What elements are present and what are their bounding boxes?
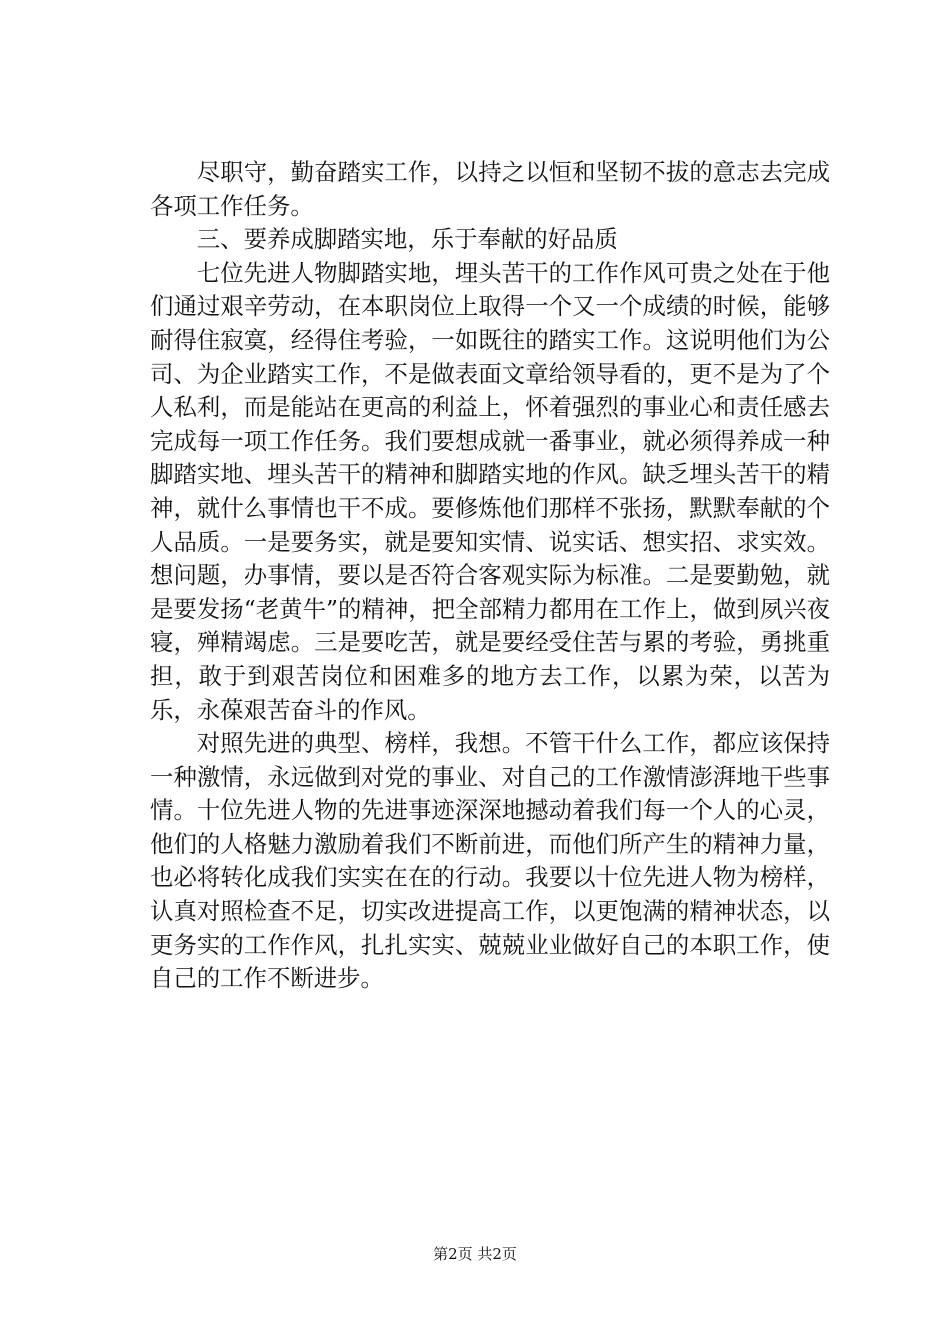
section-heading: 三、要养成脚踏实地，乐于奉献的好品质 [196,225,618,254]
paragraph-body: 对照先进的典型、榜样，我想。不管干什么工作，都应该保持一种激情，永远做到对党的事业、对自己的工作激情澎湃地干些事情。十位先进人物的先进事迹深深地撼动着我们每一个人的心灵，他们的人格魅力激励着我们不断前进，而他们所产生的精神力量，也必将转化成我们实实在在的行动。我要以十位先进人物为榜样，认真对照检查不足，切实改进提高工作，以更饱满的精神状态，以更务实的工作作风，扎扎实实、兢兢业业做好自己的本职工作，使自己的工作不断进步。 [150,729,830,993]
paragraph-body: 七位先进人物脚踏实地，埋头苦干的工作作风可贵之处在于他们通过艰辛劳动，在本职岗位上取得一个又一个成绩的时候，能够耐得住寂寞，经得住考验，一如既往的踏实工作。这说明他们为公司、为企业踏实工作，不是做表面文章给领导看的，更不是为了个人私利，而是能站在更高的利益上，怀着强烈的事业心和责任感去完成每一项工作任务。我们要想成就一番事业，就必须得养成一种脚踏实地、埋头苦干的精神和脚踏实地的作风。缺乏埋头苦干的精神，就什么事情也干不成。要修炼他们那样不张扬，默默奉献的个人品质。一是要务实，就是要知实情、说实话、想实招、求实效。想问题，办事情，要以是否符合客观实际为标准。二是要勤勉，就是要发扬“老黄牛”的精神，把全部精力都用在工作上，做到夙兴夜寝，殚精竭虑。三是要吃苦，就是要经受住苦与累的考验，勇挑重担，敢于到艰苦岗位和困难多的地方去工作，以累为荣，以苦为乐，永葆艰苦奋斗的作风。 [150,258,830,724]
page-footer: 第2页 共2页 [433,1245,517,1263]
document-body [150,156,830,996]
paragraph-continuation: 尽职守，勤奋踏实工作，以持之以恒和坚韧不拔的意志去完成各项工作任务。 [150,158,830,220]
